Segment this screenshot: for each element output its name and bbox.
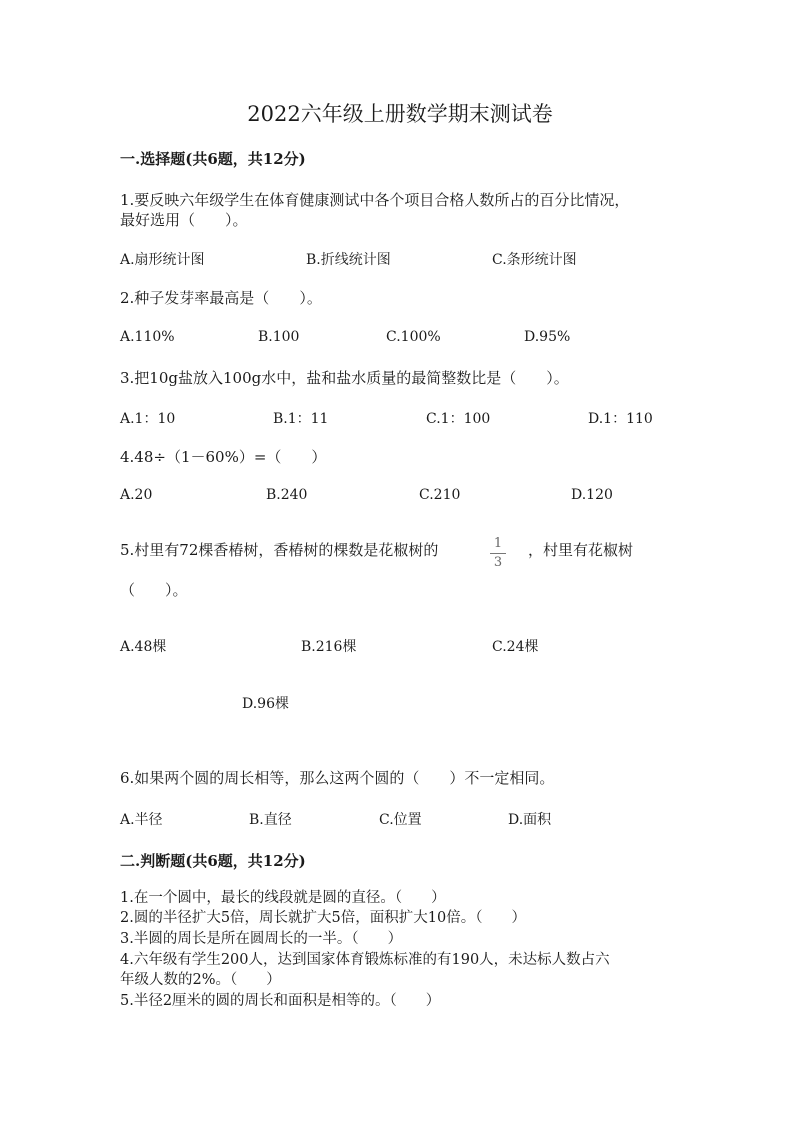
q3-option-a: A.1：10: [120, 411, 176, 427]
question-6: 6.如果两个圆的周长相等，那么这两个圆的（ ）不一定相同。: [120, 769, 555, 787]
q2-option-b: B.100: [258, 329, 300, 345]
q6-option-a: A.半径: [120, 812, 163, 828]
page-title: 2022六年级上册数学期末测试卷: [247, 102, 553, 126]
judge-item-1: 1.在一个圆中，最长的线段就是圆的直径。（ ）: [120, 890, 446, 906]
question-4: 4.48÷（1－60%）=（ ）: [120, 448, 327, 466]
question-1-line-1: 1.要反映六年级学生在体育健康测试中各个项目合格人数所占的百分比情况，: [120, 191, 630, 209]
fraction-one-third: [490, 537, 506, 570]
q4-option-a: A.20: [120, 487, 153, 503]
q6-option-b: B.直径: [249, 812, 292, 828]
section-heading-choice: 一.选择题(共6题，共12分): [120, 150, 306, 168]
judge-item-2: 2.圆的半径扩大5倍，周长就扩大5倍，面积扩大10倍。（ ）: [120, 910, 526, 926]
q6-option-d: D.面积: [508, 812, 552, 828]
q2-option-a: A.110%: [120, 329, 175, 345]
q3-option-d: D.1：110: [588, 411, 653, 427]
q2-option-d: D.95%: [524, 329, 571, 345]
q1-option-b: B.折线统计图: [306, 252, 391, 268]
q3-option-c: C.1：100: [426, 411, 491, 427]
q5-option-c: C.24棵: [492, 639, 539, 655]
q1-option-a: A.扇形统计图: [120, 252, 205, 268]
q2-option-c: C.100%: [386, 329, 441, 345]
judge-item-4-line-2: 年级人数的2%。（ ）: [120, 972, 281, 988]
fraction-denominator: 3: [493, 555, 503, 570]
section-heading-judgement: 二.判断题(共6题，共12分): [120, 852, 306, 870]
judge-item-3: 3.半圆的周长是所在圆周长的一半。（ ）: [120, 931, 403, 947]
q5-option-a: A.48棵: [120, 639, 167, 655]
question-5-text-after: ，村里有花椒树: [528, 541, 634, 559]
fraction-numerator: 1: [493, 536, 503, 551]
q3-option-b: B.1：11: [273, 411, 329, 427]
q5-option-d: D.96棵: [242, 696, 289, 712]
question-1-line-2: 最好选用（ ）。: [120, 211, 248, 229]
q5-option-b: B.216棵: [301, 639, 357, 655]
q6-option-c: C.位置: [379, 812, 422, 828]
q1-option-c: C.条形统计图: [492, 252, 577, 268]
q4-option-b: B.240: [266, 487, 308, 503]
question-5-text-before: 5.村里有72棵香椿树，香椿树的棵数是花椒树的: [120, 541, 439, 559]
question-3: 3.把10g盐放入100g水中，盐和盐水质量的最简整数比是（ ）。: [120, 369, 569, 387]
q4-option-c: C.210: [419, 487, 461, 503]
judge-item-4-line-1: 4.六年级有学生200人，达到国家体育锻炼标准的有190人，未达标人数占六: [120, 952, 610, 968]
question-2: 2.种子发芽率最高是（ ）。: [120, 289, 322, 307]
q4-option-d: D.120: [571, 487, 613, 503]
judge-item-5: 5.半径2厘米的圆的周长和面积是相等的。（ ）: [120, 993, 441, 1009]
fraction-bar: [490, 553, 506, 554]
question-5-line-2: （ ）。: [120, 581, 188, 599]
